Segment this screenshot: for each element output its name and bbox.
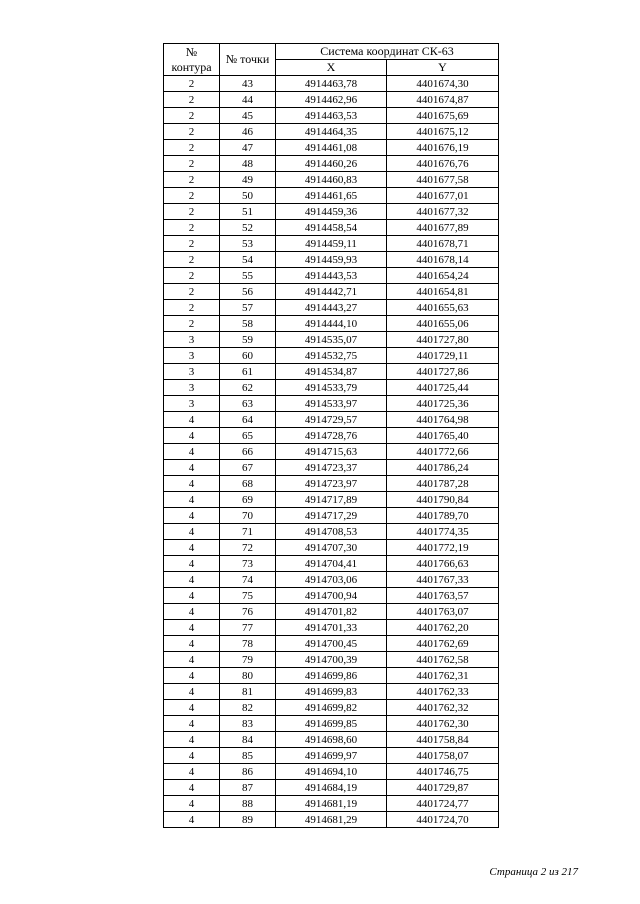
cell-y: 4401787,28 [387, 476, 499, 492]
cell-point: 85 [220, 748, 276, 764]
cell-point: 83 [220, 716, 276, 732]
cell-point: 61 [220, 364, 276, 380]
cell-point: 65 [220, 428, 276, 444]
table-row [164, 684, 499, 700]
cell-x: 4914715,63 [276, 444, 387, 460]
cell-x: 4914699,83 [276, 684, 387, 700]
cell-x: 4914699,97 [276, 748, 387, 764]
header-x: X [276, 60, 387, 76]
cell-y: 4401677,89 [387, 220, 499, 236]
cell-contour: 3 [164, 348, 220, 364]
cell-contour: 4 [164, 700, 220, 716]
table-row [164, 220, 499, 236]
table-row [164, 92, 499, 108]
cell-point: 60 [220, 348, 276, 364]
table-row [164, 796, 499, 812]
cell-point: 72 [220, 540, 276, 556]
table-row [164, 652, 499, 668]
table-row [164, 748, 499, 764]
cell-point: 62 [220, 380, 276, 396]
cell-contour: 2 [164, 92, 220, 108]
table-row [164, 268, 499, 284]
cell-x: 4914723,37 [276, 460, 387, 476]
cell-contour: 4 [164, 764, 220, 780]
cell-x: 4914444,10 [276, 316, 387, 332]
table-row [164, 140, 499, 156]
cell-point: 56 [220, 284, 276, 300]
cell-y: 4401789,70 [387, 508, 499, 524]
table-row [164, 188, 499, 204]
cell-x: 4914443,53 [276, 268, 387, 284]
table-row [164, 236, 499, 252]
cell-x: 4914535,07 [276, 332, 387, 348]
table-row [164, 636, 499, 652]
cell-x: 4914700,39 [276, 652, 387, 668]
table-row [164, 780, 499, 796]
cell-point: 47 [220, 140, 276, 156]
cell-y: 4401762,30 [387, 716, 499, 732]
cell-y: 4401790,84 [387, 492, 499, 508]
cell-x: 4914700,45 [276, 636, 387, 652]
cell-point: 54 [220, 252, 276, 268]
table-row [164, 476, 499, 492]
cell-y: 4401746,75 [387, 764, 499, 780]
cell-point: 44 [220, 92, 276, 108]
cell-y: 4401674,30 [387, 76, 499, 92]
cell-point: 73 [220, 556, 276, 572]
cell-point: 51 [220, 204, 276, 220]
cell-contour: 4 [164, 716, 220, 732]
cell-contour: 2 [164, 316, 220, 332]
cell-x: 4914534,87 [276, 364, 387, 380]
table-row [164, 204, 499, 220]
header-point-number: № точки [220, 44, 276, 76]
cell-y: 4401655,63 [387, 300, 499, 316]
cell-x: 4914717,89 [276, 492, 387, 508]
cell-x: 4914681,29 [276, 812, 387, 828]
cell-contour: 4 [164, 460, 220, 476]
cell-x: 4914700,94 [276, 588, 387, 604]
cell-x: 4914464,35 [276, 124, 387, 140]
cell-contour: 4 [164, 524, 220, 540]
cell-x: 4914460,83 [276, 172, 387, 188]
cell-contour: 4 [164, 556, 220, 572]
cell-contour: 2 [164, 108, 220, 124]
cell-contour: 4 [164, 748, 220, 764]
cell-point: 64 [220, 412, 276, 428]
table-row [164, 764, 499, 780]
cell-x: 4914684,19 [276, 780, 387, 796]
cell-x: 4914707,30 [276, 540, 387, 556]
table-row [164, 460, 499, 476]
table-row [164, 396, 499, 412]
cell-y: 4401774,35 [387, 524, 499, 540]
cell-x: 4914698,60 [276, 732, 387, 748]
table-row [164, 252, 499, 268]
cell-y: 4401762,33 [387, 684, 499, 700]
cell-y: 4401727,80 [387, 332, 499, 348]
cell-contour: 4 [164, 668, 220, 684]
cell-contour: 4 [164, 636, 220, 652]
cell-point: 88 [220, 796, 276, 812]
cell-y: 4401763,07 [387, 604, 499, 620]
header-contour-symbol: № [185, 44, 198, 59]
table-row [164, 284, 499, 300]
cell-y: 4401654,24 [387, 268, 499, 284]
table-row [164, 556, 499, 572]
cell-x: 4914459,36 [276, 204, 387, 220]
table-row [164, 124, 499, 140]
cell-point: 87 [220, 780, 276, 796]
cell-y: 4401678,14 [387, 252, 499, 268]
cell-y: 4401655,06 [387, 316, 499, 332]
cell-y: 4401763,57 [387, 588, 499, 604]
cell-x: 4914458,54 [276, 220, 387, 236]
cell-x: 4914442,71 [276, 284, 387, 300]
cell-x: 4914461,08 [276, 140, 387, 156]
cell-point: 71 [220, 524, 276, 540]
cell-x: 4914533,79 [276, 380, 387, 396]
cell-contour: 4 [164, 604, 220, 620]
header-contour-number [164, 44, 220, 76]
cell-contour: 2 [164, 300, 220, 316]
cell-point: 79 [220, 652, 276, 668]
cell-contour: 3 [164, 380, 220, 396]
cell-contour: 4 [164, 620, 220, 636]
cell-point: 58 [220, 316, 276, 332]
cell-y: 4401772,19 [387, 540, 499, 556]
cell-point: 48 [220, 156, 276, 172]
cell-y: 4401676,76 [387, 156, 499, 172]
cell-contour: 2 [164, 220, 220, 236]
cell-x: 4914703,06 [276, 572, 387, 588]
cell-x: 4914717,29 [276, 508, 387, 524]
cell-contour: 2 [164, 204, 220, 220]
header-contour-word: контура [171, 59, 212, 74]
table-row [164, 380, 499, 396]
cell-contour: 2 [164, 140, 220, 156]
cell-x: 4914463,53 [276, 108, 387, 124]
cell-y: 4401729,11 [387, 348, 499, 364]
cell-point: 81 [220, 684, 276, 700]
cell-point: 59 [220, 332, 276, 348]
cell-y: 4401762,20 [387, 620, 499, 636]
header-y: Y [387, 60, 499, 76]
cell-x: 4914459,93 [276, 252, 387, 268]
cell-contour: 3 [164, 332, 220, 348]
table-row [164, 300, 499, 316]
cell-contour: 4 [164, 796, 220, 812]
cell-point: 77 [220, 620, 276, 636]
table-row [164, 76, 499, 92]
table-row [164, 364, 499, 380]
cell-point: 67 [220, 460, 276, 476]
cell-contour: 4 [164, 588, 220, 604]
cell-contour: 2 [164, 76, 220, 92]
table-row [164, 572, 499, 588]
cell-contour: 2 [164, 172, 220, 188]
cell-y: 4401766,63 [387, 556, 499, 572]
cell-point: 46 [220, 124, 276, 140]
cell-x: 4914728,76 [276, 428, 387, 444]
cell-contour: 2 [164, 284, 220, 300]
cell-point: 66 [220, 444, 276, 460]
cell-contour: 3 [164, 396, 220, 412]
table-row [164, 588, 499, 604]
cell-y: 4401758,07 [387, 748, 499, 764]
cell-contour: 2 [164, 188, 220, 204]
cell-point: 78 [220, 636, 276, 652]
table-row [164, 668, 499, 684]
cell-x: 4914701,33 [276, 620, 387, 636]
cell-point: 86 [220, 764, 276, 780]
cell-contour: 4 [164, 572, 220, 588]
cell-contour: 4 [164, 780, 220, 796]
cell-contour: 4 [164, 428, 220, 444]
table-row [164, 444, 499, 460]
cell-y: 4401677,32 [387, 204, 499, 220]
cell-contour: 2 [164, 124, 220, 140]
cell-y: 4401727,86 [387, 364, 499, 380]
table-row [164, 604, 499, 620]
cell-x: 4914699,82 [276, 700, 387, 716]
table-row [164, 428, 499, 444]
cell-point: 43 [220, 76, 276, 92]
table-body [164, 76, 499, 828]
cell-y: 4401677,01 [387, 188, 499, 204]
cell-point: 80 [220, 668, 276, 684]
page-number: Страница 2 из 217 [489, 866, 578, 878]
cell-x: 4914704,41 [276, 556, 387, 572]
cell-y: 4401675,12 [387, 124, 499, 140]
cell-contour: 2 [164, 252, 220, 268]
cell-point: 45 [220, 108, 276, 124]
cell-point: 89 [220, 812, 276, 828]
cell-y: 4401764,98 [387, 412, 499, 428]
cell-x: 4914729,57 [276, 412, 387, 428]
cell-y: 4401767,33 [387, 572, 499, 588]
table-header [164, 44, 499, 76]
cell-x: 4914461,65 [276, 188, 387, 204]
cell-x: 4914463,78 [276, 76, 387, 92]
cell-x: 4914699,86 [276, 668, 387, 684]
cell-x: 4914443,27 [276, 300, 387, 316]
cell-point: 69 [220, 492, 276, 508]
cell-y: 4401762,32 [387, 700, 499, 716]
cell-point: 49 [220, 172, 276, 188]
cell-y: 4401675,69 [387, 108, 499, 124]
cell-y: 4401676,19 [387, 140, 499, 156]
table-row [164, 172, 499, 188]
cell-point: 68 [220, 476, 276, 492]
cell-y: 4401677,58 [387, 172, 499, 188]
cell-contour: 4 [164, 540, 220, 556]
coordinates-table [163, 43, 499, 828]
cell-y: 4401724,70 [387, 812, 499, 828]
cell-y: 4401725,44 [387, 380, 499, 396]
cell-x: 4914701,82 [276, 604, 387, 620]
cell-point: 75 [220, 588, 276, 604]
cell-contour: 4 [164, 492, 220, 508]
cell-y: 4401654,81 [387, 284, 499, 300]
cell-contour: 4 [164, 732, 220, 748]
cell-contour: 2 [164, 236, 220, 252]
cell-point: 74 [220, 572, 276, 588]
cell-point: 55 [220, 268, 276, 284]
cell-y: 4401786,24 [387, 460, 499, 476]
table-row [164, 700, 499, 716]
cell-y: 4401762,31 [387, 668, 499, 684]
cell-contour: 2 [164, 268, 220, 284]
cell-contour: 4 [164, 476, 220, 492]
cell-contour: 3 [164, 364, 220, 380]
cell-point: 63 [220, 396, 276, 412]
table-row [164, 316, 499, 332]
cell-y: 4401762,58 [387, 652, 499, 668]
table-row [164, 812, 499, 828]
cell-y: 4401765,40 [387, 428, 499, 444]
cell-y: 4401674,87 [387, 92, 499, 108]
cell-x: 4914533,97 [276, 396, 387, 412]
cell-x: 4914694,10 [276, 764, 387, 780]
table-row [164, 332, 499, 348]
cell-contour: 4 [164, 684, 220, 700]
table-row [164, 412, 499, 428]
cell-x: 4914723,97 [276, 476, 387, 492]
cell-contour: 4 [164, 652, 220, 668]
table-row [164, 540, 499, 556]
table-row [164, 156, 499, 172]
cell-point: 50 [220, 188, 276, 204]
cell-x: 4914708,53 [276, 524, 387, 540]
table-row [164, 508, 499, 524]
cell-x: 4914462,96 [276, 92, 387, 108]
cell-y: 4401678,71 [387, 236, 499, 252]
cell-x: 4914460,26 [276, 156, 387, 172]
cell-point: 53 [220, 236, 276, 252]
table-row [164, 108, 499, 124]
cell-x: 4914459,11 [276, 236, 387, 252]
cell-x: 4914699,85 [276, 716, 387, 732]
cell-point: 84 [220, 732, 276, 748]
cell-point: 57 [220, 300, 276, 316]
cell-y: 4401772,66 [387, 444, 499, 460]
cell-contour: 4 [164, 412, 220, 428]
cell-y: 4401725,36 [387, 396, 499, 412]
cell-contour: 2 [164, 156, 220, 172]
cell-contour: 4 [164, 444, 220, 460]
cell-y: 4401758,84 [387, 732, 499, 748]
table-row [164, 524, 499, 540]
table-row [164, 620, 499, 636]
cell-point: 70 [220, 508, 276, 524]
cell-y: 4401724,77 [387, 796, 499, 812]
cell-x: 4914532,75 [276, 348, 387, 364]
cell-x: 4914681,19 [276, 796, 387, 812]
cell-point: 52 [220, 220, 276, 236]
cell-point: 82 [220, 700, 276, 716]
cell-contour: 4 [164, 508, 220, 524]
cell-point: 76 [220, 604, 276, 620]
header-coordinate-system: Система координат СК-63 [276, 44, 499, 60]
table-row [164, 716, 499, 732]
cell-contour: 4 [164, 812, 220, 828]
table-row [164, 348, 499, 364]
table-row [164, 732, 499, 748]
table-row [164, 492, 499, 508]
cell-y: 4401762,69 [387, 636, 499, 652]
cell-y: 4401729,87 [387, 780, 499, 796]
